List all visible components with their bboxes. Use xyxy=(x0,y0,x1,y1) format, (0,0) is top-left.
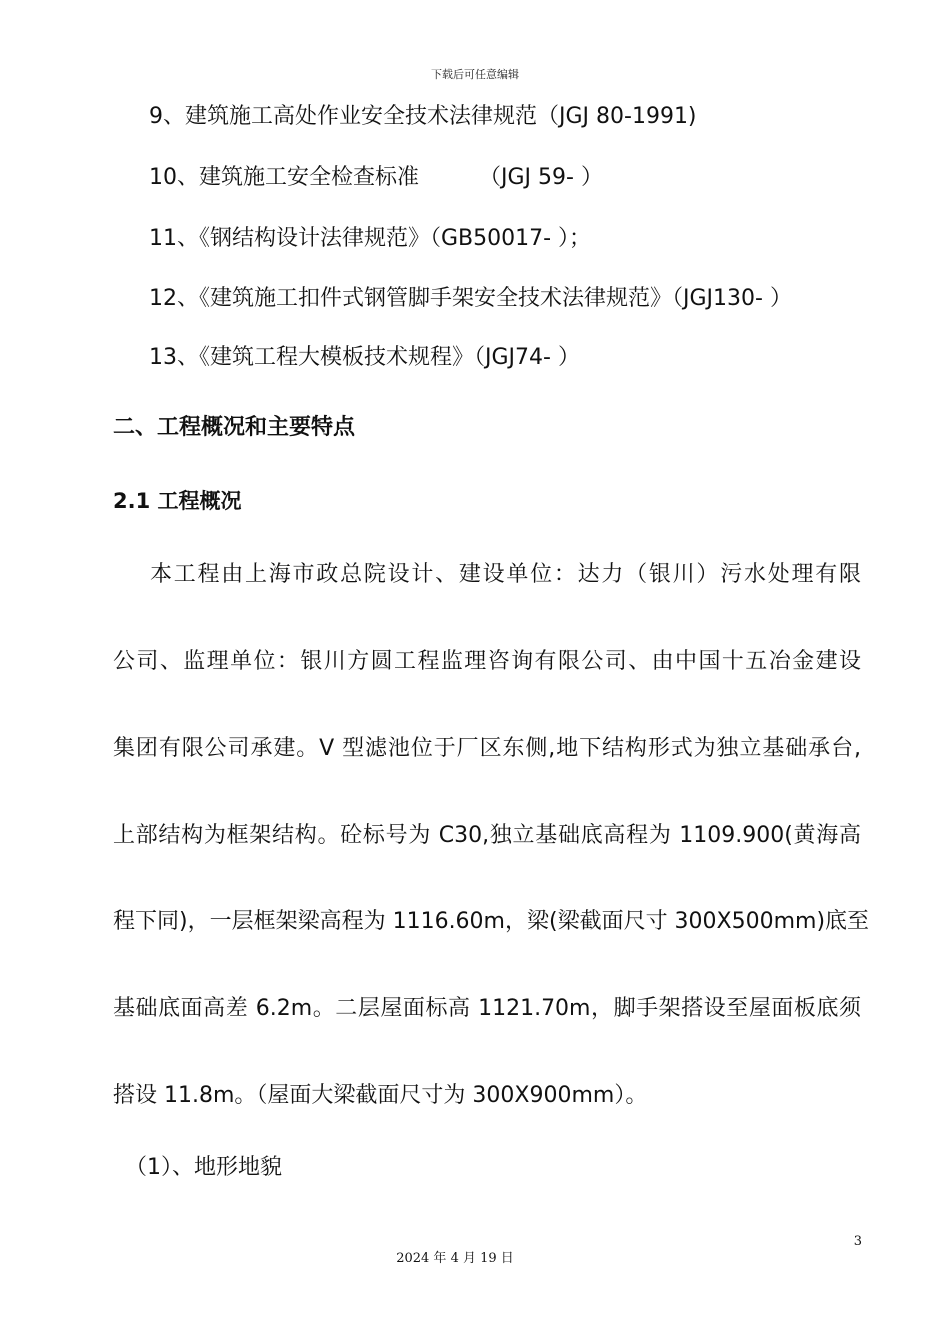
paragraph-line-6: 基础底面高差 6.2m。二层屋面标高 1121.70m，脚手架搭设至屋面板底须 xyxy=(113,996,861,1021)
page-header: 下载后可任意编辑 xyxy=(431,68,519,81)
subsection-label: （1）、地形地貌 xyxy=(125,1155,282,1180)
reference-item-12 xyxy=(149,288,792,310)
paragraph-line-3: 集团有限公司承建。V 型滤池位于厂区东侧,地下结构形式为独立基础承台, xyxy=(113,736,861,761)
paragraph-line-1: 本工程由上海市政总院设计、建设单位：达力（银川）污水处理有限 xyxy=(150,562,861,587)
reference-text: 12、《建筑施工扣件式钢管脚手架安全技术法律规范》（JGJ130- ） xyxy=(149,286,792,311)
reference-item-11 xyxy=(149,228,591,250)
subsection-heading: 2.1 工程概况 xyxy=(113,489,242,513)
reference-text: 11、《钢结构设计法律规范》（GB50017- ）； xyxy=(149,226,592,251)
reference-text: 9、建筑施工高处作业安全技术法律规范（JGJ 80-1991) xyxy=(149,104,697,129)
paragraph-line-4: 上部结构为框架结构。砼标号为 C30,独立基础底高程为 1109.900(黄海高 xyxy=(113,823,861,848)
section-heading: 二、工程概况和主要特点 xyxy=(113,415,356,440)
reference-item-13 xyxy=(149,347,580,369)
paragraph-line-7: 搭设 11.8m。（屋面大梁截面尺寸为 300X900mm）。 xyxy=(113,1083,648,1108)
reference-code: （JGJ 59- ） xyxy=(479,165,603,190)
reference-text: 13、《建筑工程大模板技术规程》（JGJ74- ） xyxy=(149,345,580,370)
reference-text: 10、建筑施工安全检查标准 xyxy=(149,165,419,190)
footer-date: 2024 年 4 月 19 日 xyxy=(396,1251,514,1266)
reference-item-9 xyxy=(149,106,697,128)
paragraph-line-5: 程下同)，一层框架梁高程为 1116.60m，梁(梁截面尺寸 300X500mm)底至 xyxy=(113,909,870,934)
reference-item-10 xyxy=(149,167,603,189)
paragraph-line-2: 公司、监理单位：银川方圆工程监理咨询有限公司、由中国十五冶金建设 xyxy=(113,649,861,674)
page-number: 3 xyxy=(853,1234,862,1249)
